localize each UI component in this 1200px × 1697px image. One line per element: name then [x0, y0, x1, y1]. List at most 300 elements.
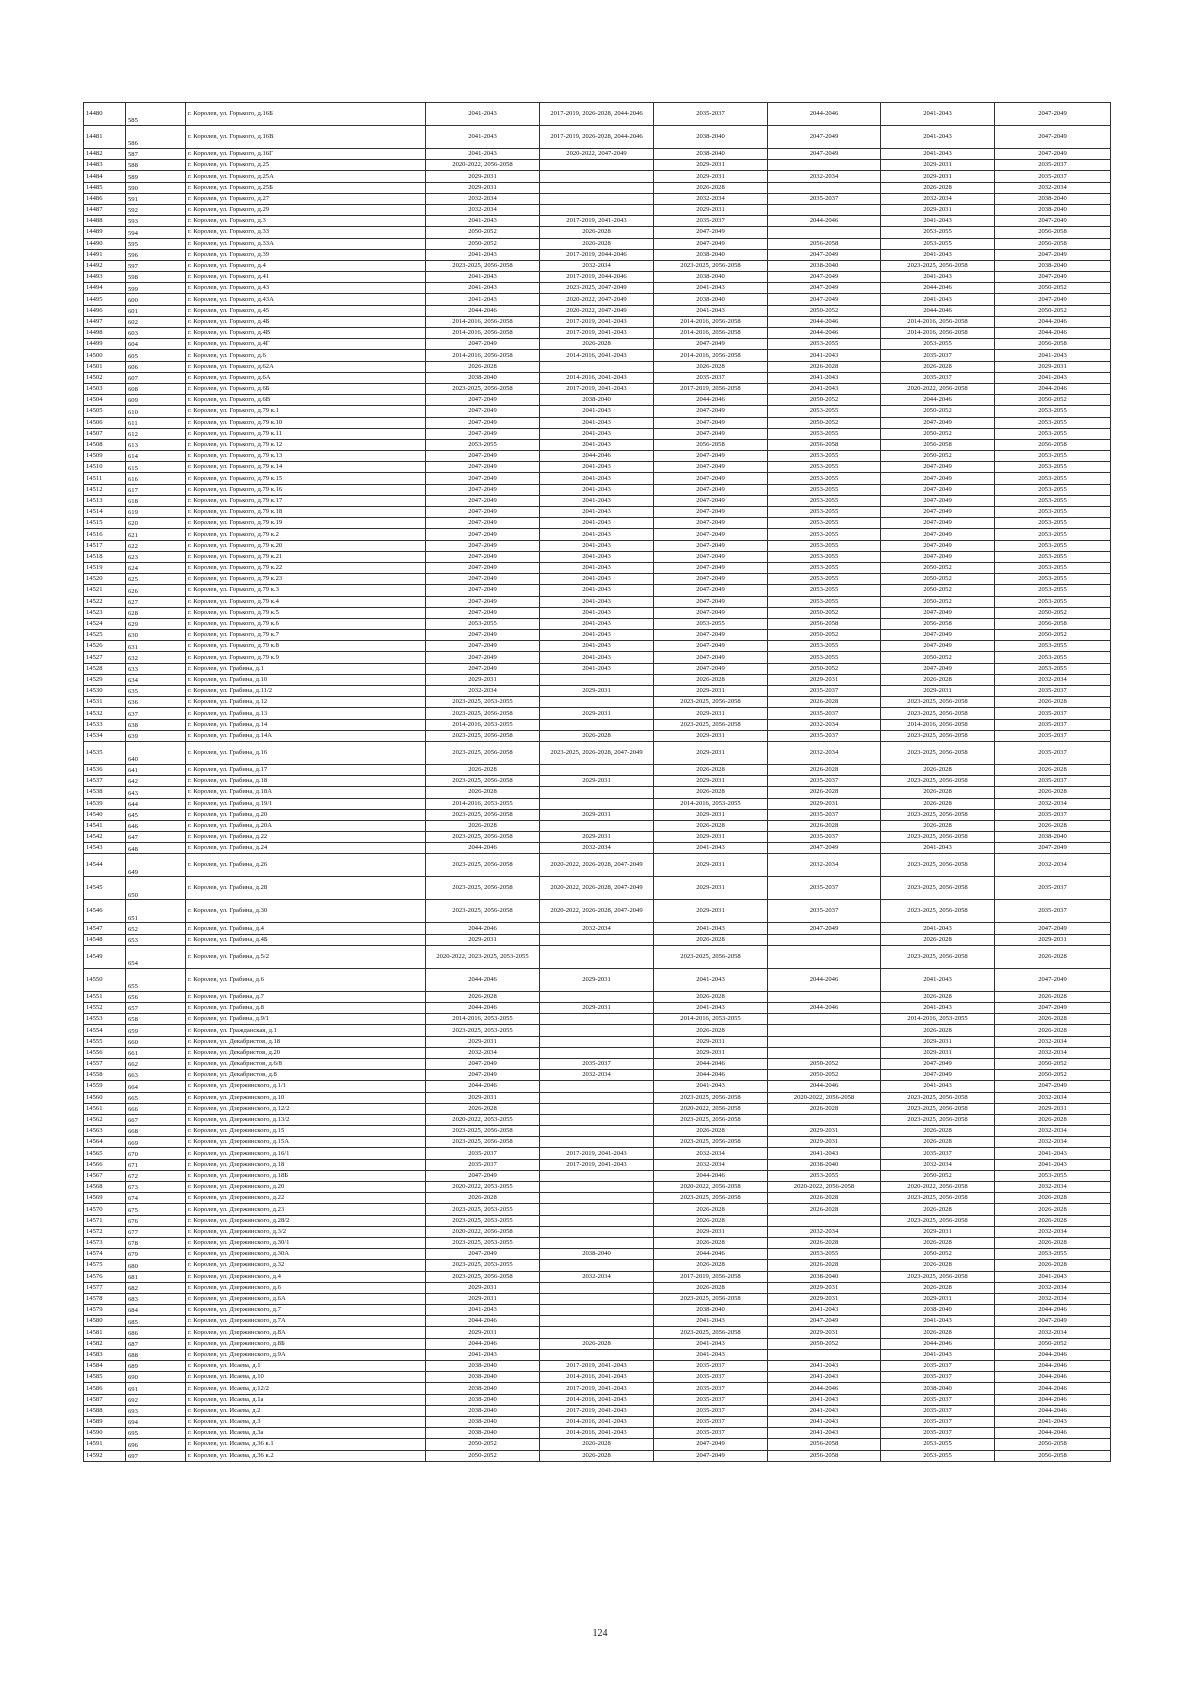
row-id-cell: 14483: [84, 160, 126, 171]
row-id-cell: 14583: [84, 1349, 126, 1360]
row-id-cell: 14545: [84, 877, 126, 900]
row-number-cell: 596: [126, 249, 186, 260]
row-id-cell: 14574: [84, 1249, 126, 1260]
row-id-cell: 14588: [84, 1405, 126, 1416]
address-cell: г. Королев, ул. Грабина, д.30: [186, 900, 426, 923]
period-5-cell: 2023-2025, 2056-2058: [881, 877, 995, 900]
address-cell: г. Королев, ул. Горького, д.62А: [186, 361, 426, 372]
row-number-cell: 604: [126, 339, 186, 350]
period-2-cell: 2041-2043: [540, 562, 654, 573]
period-1-cell: 2053-2055: [426, 439, 540, 450]
period-6-cell: 2032-2034: [995, 1036, 1111, 1047]
period-5-cell: 2047-2049: [881, 495, 995, 506]
period-4-cell: [768, 1014, 881, 1025]
address-cell: г. Королев, ул. Дзержинского, д.6: [186, 1282, 426, 1293]
period-4-cell: 2035-2037: [768, 809, 881, 820]
period-6-cell: 2044-2046: [995, 316, 1111, 327]
row-id-cell: 14517: [84, 540, 126, 551]
period-2-cell: 2041-2043: [540, 428, 654, 439]
period-4-cell: 2053-2055: [768, 596, 881, 607]
row-id-cell: 14485: [84, 182, 126, 193]
period-4-cell: 2047-2049: [768, 149, 881, 160]
period-1-cell: 2038-2040: [426, 372, 540, 383]
table-row: [84, 1025, 1111, 1036]
period-2-cell: 2017-2019, 2044-2046: [540, 272, 654, 283]
period-3-cell: 2044-2046: [654, 1058, 768, 1069]
period-6-cell: 2047-2049: [995, 843, 1111, 854]
period-4-cell: 2032-2034: [768, 1226, 881, 1237]
period-1-cell: 2041-2043: [426, 1305, 540, 1316]
period-1-cell: 2047-2049: [426, 540, 540, 551]
period-2-cell: 2029-2031: [540, 809, 654, 820]
row-id-cell: 14540: [84, 809, 126, 820]
table-row: [84, 641, 1111, 652]
period-3-cell: 2026-2028: [654, 182, 768, 193]
row-number-cell: 620: [126, 518, 186, 529]
period-5-cell: 2044-2046: [881, 395, 995, 406]
period-2-cell: 2029-2031: [540, 832, 654, 843]
period-4-cell: 2044-2046: [768, 1383, 881, 1394]
period-4-cell: 2029-2031: [768, 798, 881, 809]
period-5-cell: 2026-2028: [881, 934, 995, 945]
row-number-cell: 686: [126, 1327, 186, 1338]
period-1-cell: 2041-2043: [426, 216, 540, 227]
row-number-cell: 621: [126, 529, 186, 540]
period-2-cell: [540, 1193, 654, 1204]
table-row: [84, 764, 1111, 775]
period-4-cell: 2050-2052: [768, 395, 881, 406]
row-id-cell: 14502: [84, 372, 126, 383]
row-id-cell: 14534: [84, 730, 126, 741]
row-number-cell: 645: [126, 809, 186, 820]
table-row: [84, 787, 1111, 798]
row-id-cell: 14561: [84, 1103, 126, 1114]
row-number-cell: 649: [126, 854, 186, 877]
period-3-cell: 2041-2043: [654, 968, 768, 991]
period-1-cell: 2047-2049: [426, 451, 540, 462]
period-1-cell: 2023-2025, 2056-2058: [426, 708, 540, 719]
period-2-cell: 2017-2019, 2026-2028, 2044-2046: [540, 126, 654, 149]
period-2-cell: 2020-2022, 2047-2049: [540, 294, 654, 305]
table-row: [84, 451, 1111, 462]
period-6-cell: 2044-2046: [995, 1372, 1111, 1383]
row-id-cell: 14525: [84, 630, 126, 641]
row-number-cell: 606: [126, 361, 186, 372]
period-6-cell: 2050-2052: [995, 283, 1111, 294]
period-6-cell: 2032-2034: [995, 1327, 1111, 1338]
period-6-cell: 2047-2049: [995, 216, 1111, 227]
period-5-cell: 2014-2016, 2056-2058: [881, 328, 995, 339]
period-5-cell: 2041-2043: [881, 103, 995, 126]
row-number-cell: 684: [126, 1305, 186, 1316]
row-number-cell: 670: [126, 1148, 186, 1159]
period-5-cell: 2026-2028: [881, 1237, 995, 1248]
period-3-cell: 2029-2031: [654, 776, 768, 787]
period-3-cell: 2023-2025, 2056-2058: [654, 1293, 768, 1304]
period-3-cell: 2014-2016, 2056-2058: [654, 316, 768, 327]
period-5-cell: 2053-2055: [881, 1439, 995, 1450]
period-2-cell: 2014-2016, 2041-2043: [540, 350, 654, 361]
period-1-cell: 2020-2022, 2053-2055: [426, 1182, 540, 1193]
period-1-cell: 2026-2028: [426, 991, 540, 1002]
table-row: [84, 820, 1111, 831]
period-6-cell: 2026-2028: [995, 764, 1111, 775]
row-number-cell: 642: [126, 776, 186, 787]
period-5-cell: 2056-2058: [881, 618, 995, 629]
period-4-cell: 2035-2037: [768, 708, 881, 719]
period-3-cell: 2047-2049: [654, 495, 768, 506]
period-5-cell: 2020-2022, 2056-2058: [881, 1182, 995, 1193]
period-4-cell: 2032-2034: [768, 171, 881, 182]
table-row: [84, 934, 1111, 945]
period-1-cell: 2047-2049: [426, 652, 540, 663]
period-6-cell: 2032-2034: [995, 1226, 1111, 1237]
table-row: [84, 182, 1111, 193]
period-4-cell: 2050-2052: [768, 663, 881, 674]
period-5-cell: 2026-2028: [881, 1260, 995, 1271]
table-row: [84, 361, 1111, 372]
period-6-cell: 2053-2055: [995, 540, 1111, 551]
address-cell: г. Королев, ул. Грабина, д.9/1: [186, 1014, 426, 1025]
address-cell: г. Королев, ул. Горького, д.4Г: [186, 339, 426, 350]
table-row: [84, 585, 1111, 596]
period-6-cell: 2032-2034: [995, 674, 1111, 685]
period-3-cell: 2023-2025, 2056-2058: [654, 1092, 768, 1103]
period-2-cell: [540, 1036, 654, 1047]
address-cell: г. Королев, ул. Дзержинского, д.30А: [186, 1249, 426, 1260]
period-3-cell: 2038-2040: [654, 149, 768, 160]
address-cell: г. Королев, ул. Горького, д.79 к.19: [186, 518, 426, 529]
period-3-cell: 2029-2031: [654, 171, 768, 182]
period-6-cell: 2026-2028: [995, 991, 1111, 1002]
period-2-cell: 2026-2028: [540, 339, 654, 350]
address-cell: г. Королев, ул. Горького, д.79 к.17: [186, 495, 426, 506]
period-2-cell: 2023-2025, 2026-2028, 2047-2049: [540, 741, 654, 764]
table-row: [84, 1237, 1111, 1248]
period-3-cell: 2047-2049: [654, 596, 768, 607]
period-2-cell: [540, 204, 654, 215]
period-1-cell: 2050-2052: [426, 227, 540, 238]
table-row: [84, 900, 1111, 923]
period-3-cell: 2020-2022, 2056-2058: [654, 1182, 768, 1193]
period-5-cell: 2029-2031: [881, 204, 995, 215]
period-4-cell: 2026-2028: [768, 820, 881, 831]
row-number-cell: 644: [126, 798, 186, 809]
table-row: [84, 776, 1111, 787]
period-4-cell: 2047-2049: [768, 126, 881, 149]
table-row: [84, 1405, 1111, 1416]
address-cell: г. Королев, ул. Грабина, д.18А: [186, 787, 426, 798]
period-5-cell: 2023-2025, 2056-2058: [881, 1103, 995, 1114]
period-3-cell: 2035-2037: [654, 1428, 768, 1439]
address-cell: г. Королев, ул. Горького, д.41: [186, 272, 426, 283]
period-5-cell: 2041-2043: [881, 1003, 995, 1014]
period-4-cell: 2041-2043: [768, 1372, 881, 1383]
row-number-cell: 673: [126, 1182, 186, 1193]
period-6-cell: 2032-2034: [995, 1126, 1111, 1137]
period-1-cell: 2041-2043: [426, 272, 540, 283]
period-1-cell: 2023-2025, 2056-2058: [426, 809, 540, 820]
period-4-cell: 2041-2043: [768, 372, 881, 383]
period-6-cell: 2047-2049: [995, 272, 1111, 283]
row-id-cell: 14494: [84, 283, 126, 294]
period-2-cell: 2041-2043: [540, 641, 654, 652]
period-1-cell: 2041-2043: [426, 149, 540, 160]
period-1-cell: 2023-2025, 2053-2055: [426, 1025, 540, 1036]
row-id-cell: 14504: [84, 395, 126, 406]
period-2-cell: 2026-2028: [540, 1338, 654, 1349]
period-3-cell: 2029-2031: [654, 686, 768, 697]
row-id-cell: 14564: [84, 1137, 126, 1148]
period-5-cell: 2023-2025, 2056-2058: [881, 260, 995, 271]
row-id-cell: 14580: [84, 1316, 126, 1327]
address-cell: г. Королев, ул. Горького, д.79 к.7: [186, 630, 426, 641]
row-number-cell: 623: [126, 551, 186, 562]
row-id-cell: 14521: [84, 585, 126, 596]
period-1-cell: 2044-2046: [426, 305, 540, 316]
period-4-cell: 2044-2046: [768, 216, 881, 227]
period-1-cell: 2041-2043: [426, 103, 540, 126]
row-id-cell: 14569: [84, 1193, 126, 1204]
period-4-cell: 2053-2055: [768, 562, 881, 573]
period-1-cell: 2041-2043: [426, 294, 540, 305]
table-row: [84, 160, 1111, 171]
period-1-cell: 2047-2049: [426, 596, 540, 607]
address-cell: г. Королев, ул. Исаева, д.1: [186, 1361, 426, 1372]
table-row: [84, 1204, 1111, 1215]
period-6-cell: 2041-2043: [995, 372, 1111, 383]
period-5-cell: 2026-2028: [881, 798, 995, 809]
row-number-cell: 601: [126, 305, 186, 316]
period-2-cell: [540, 1226, 654, 1237]
period-6-cell: 2041-2043: [995, 1416, 1111, 1427]
row-number-cell: 682: [126, 1282, 186, 1293]
period-2-cell: 2041-2043: [540, 585, 654, 596]
period-5-cell: 2026-2028: [881, 674, 995, 685]
period-1-cell: 2041-2043: [426, 283, 540, 294]
row-number-cell: 626: [126, 585, 186, 596]
period-5-cell: 2047-2049: [881, 663, 995, 674]
period-5-cell: 2014-2016, 2053-2055: [881, 1014, 995, 1025]
period-3-cell: 2023-2025, 2056-2058: [654, 260, 768, 271]
period-5-cell: 2035-2037: [881, 1372, 995, 1383]
period-3-cell: 2035-2037: [654, 1405, 768, 1416]
row-id-cell: 14579: [84, 1305, 126, 1316]
period-3-cell: 2038-2040: [654, 1305, 768, 1316]
period-5-cell: 2041-2043: [881, 923, 995, 934]
row-number-cell: 669: [126, 1137, 186, 1148]
period-6-cell: 2032-2034: [995, 798, 1111, 809]
address-cell: г. Королев, ул. Дзержинского, д.10: [186, 1092, 426, 1103]
table-row: [84, 103, 1111, 126]
address-cell: г. Королев, ул. Горького, д.79 к.22: [186, 562, 426, 573]
row-id-cell: 14553: [84, 1014, 126, 1025]
period-1-cell: 2026-2028: [426, 820, 540, 831]
period-3-cell: 2035-2037: [654, 1361, 768, 1372]
period-2-cell: 2041-2043: [540, 663, 654, 674]
table-row: [84, 798, 1111, 809]
period-4-cell: 2032-2034: [768, 719, 881, 730]
period-3-cell: 2026-2028: [654, 820, 768, 831]
row-number-cell: 610: [126, 406, 186, 417]
period-5-cell: 2014-2016, 2056-2058: [881, 719, 995, 730]
period-6-cell: 2050-2052: [995, 305, 1111, 316]
address-cell: г. Королев, ул. Горького, д.29: [186, 204, 426, 215]
row-id-cell: 14526: [84, 641, 126, 652]
period-3-cell: 2023-2025, 2056-2058: [654, 945, 768, 968]
period-6-cell: 2035-2037: [995, 877, 1111, 900]
period-1-cell: 2026-2028: [426, 787, 540, 798]
period-3-cell: 2044-2046: [654, 395, 768, 406]
row-number-cell: 603: [126, 328, 186, 339]
address-cell: г. Королев, ул. Дзержинского, д.18Б: [186, 1170, 426, 1181]
period-5-cell: 2026-2028: [881, 1126, 995, 1137]
address-cell: г. Королев, ул. Горького, д.79 к.8: [186, 641, 426, 652]
row-number-cell: 622: [126, 540, 186, 551]
table-row: [84, 968, 1111, 991]
address-cell: г. Королев, ул. Грабина, д.10: [186, 674, 426, 685]
period-2-cell: [540, 1025, 654, 1036]
period-1-cell: 2023-2025, 2056-2058: [426, 1126, 540, 1137]
period-2-cell: [540, 1092, 654, 1103]
row-id-cell: 14503: [84, 383, 126, 394]
period-6-cell: 2050-2052: [995, 607, 1111, 618]
period-4-cell: 2026-2028: [768, 361, 881, 372]
address-cell: г. Королев, ул. Грабина, д.8: [186, 1003, 426, 1014]
period-5-cell: 2047-2049: [881, 462, 995, 473]
period-3-cell: 2035-2037: [654, 372, 768, 383]
period-5-cell: 2035-2037: [881, 1416, 995, 1427]
period-3-cell: 2047-2049: [654, 451, 768, 462]
period-3-cell: 2023-2025, 2056-2058: [654, 1193, 768, 1204]
period-3-cell: 2047-2049: [654, 428, 768, 439]
row-number-cell: 586: [126, 126, 186, 149]
period-2-cell: [540, 991, 654, 1002]
address-cell: г. Королев, ул. Горького, д.79 к.2: [186, 529, 426, 540]
period-6-cell: 2041-2043: [995, 1271, 1111, 1282]
period-3-cell: 2029-2031: [654, 900, 768, 923]
period-4-cell: 2047-2049: [768, 294, 881, 305]
table-row: [84, 1394, 1111, 1405]
address-cell: г. Королев, ул. Грабина, д.13: [186, 708, 426, 719]
period-1-cell: 2026-2028: [426, 1103, 540, 1114]
period-1-cell: 2029-2031: [426, 1036, 540, 1047]
row-number-cell: 639: [126, 730, 186, 741]
period-5-cell: 2032-2034: [881, 1159, 995, 1170]
period-5-cell: 2023-2025, 2056-2058: [881, 832, 995, 843]
address-cell: г. Королев, ул. Декабристов, д.8: [186, 1070, 426, 1081]
period-5-cell: 2026-2028: [881, 1137, 995, 1148]
period-1-cell: 2023-2025, 2053-2055: [426, 1237, 540, 1248]
address-cell: г. Королев, ул. Горького, д.79 к.11: [186, 428, 426, 439]
period-2-cell: 2032-2034: [540, 1271, 654, 1282]
period-2-cell: [540, 361, 654, 372]
period-2-cell: 2017-2019, 2026-2028, 2044-2046: [540, 103, 654, 126]
address-cell: г. Королев, ул. Горького, д.79 к.6: [186, 618, 426, 629]
period-4-cell: 2053-2055: [768, 652, 881, 663]
period-4-cell: 2041-2043: [768, 1394, 881, 1405]
row-id-cell: 14563: [84, 1126, 126, 1137]
period-2-cell: 2026-2028: [540, 730, 654, 741]
period-1-cell: 2032-2034: [426, 193, 540, 204]
period-2-cell: 2017-2019, 2041-2043: [540, 316, 654, 327]
row-id-cell: 14533: [84, 719, 126, 730]
table-row: [84, 1428, 1111, 1439]
page-number: 124: [592, 1628, 608, 1639]
period-4-cell: 2044-2046: [768, 1003, 881, 1014]
period-2-cell: [540, 1260, 654, 1271]
period-1-cell: 2047-2049: [426, 406, 540, 417]
period-1-cell: 2038-2040: [426, 1428, 540, 1439]
period-4-cell: 2056-2058: [768, 1439, 881, 1450]
period-6-cell: 2029-2031: [995, 1103, 1111, 1114]
period-1-cell: 2053-2055: [426, 618, 540, 629]
row-number-cell: 655: [126, 968, 186, 991]
period-2-cell: 2038-2040: [540, 1249, 654, 1260]
period-3-cell: 2029-2031: [654, 730, 768, 741]
period-6-cell: 2044-2046: [995, 1428, 1111, 1439]
period-6-cell: 2038-2040: [995, 832, 1111, 843]
period-2-cell: 2020-2022, 2047-2049: [540, 305, 654, 316]
period-6-cell: 2044-2046: [995, 1405, 1111, 1416]
row-id-cell: 14499: [84, 339, 126, 350]
period-1-cell: 2026-2028: [426, 361, 540, 372]
row-number-cell: 616: [126, 473, 186, 484]
period-2-cell: [540, 1305, 654, 1316]
row-number-cell: 680: [126, 1260, 186, 1271]
address-cell: г. Королев, ул. Горького, д.16В: [186, 126, 426, 149]
row-id-cell: 14481: [84, 126, 126, 149]
table-row: [84, 529, 1111, 540]
period-5-cell: 2026-2028: [881, 1327, 995, 1338]
period-2-cell: 2041-2043: [540, 518, 654, 529]
period-3-cell: 2029-2031: [654, 877, 768, 900]
period-1-cell: 2044-2046: [426, 843, 540, 854]
period-1-cell: 2029-2031: [426, 1293, 540, 1304]
period-4-cell: 2050-2052: [768, 1070, 881, 1081]
period-2-cell: 2017-2019, 2041-2043: [540, 1383, 654, 1394]
period-4-cell: 2035-2037: [768, 776, 881, 787]
period-4-cell: 2053-2055: [768, 484, 881, 495]
period-1-cell: 2023-2025, 2053-2055: [426, 1215, 540, 1226]
period-6-cell: 2026-2028: [995, 820, 1111, 831]
period-5-cell: 2047-2049: [881, 507, 995, 518]
period-6-cell: 2041-2043: [995, 350, 1111, 361]
period-3-cell: 2047-2049: [654, 473, 768, 484]
row-number-cell: 628: [126, 607, 186, 618]
address-cell: г. Королев, ул. Дзержинского, д.3/2: [186, 1226, 426, 1237]
period-4-cell: 2032-2034: [768, 741, 881, 764]
period-4-cell: 2047-2049: [768, 1316, 881, 1327]
period-1-cell: 2041-2043: [426, 1349, 540, 1360]
row-id-cell: 14537: [84, 776, 126, 787]
row-number-cell: 653: [126, 934, 186, 945]
period-2-cell: 2041-2043: [540, 529, 654, 540]
period-3-cell: 2041-2043: [654, 1349, 768, 1360]
period-3-cell: 2044-2046: [654, 1170, 768, 1181]
period-2-cell: 2041-2043: [540, 540, 654, 551]
period-5-cell: 2053-2055: [881, 227, 995, 238]
period-3-cell: 2023-2025, 2056-2058: [654, 1114, 768, 1125]
table-row: [84, 1316, 1111, 1327]
period-6-cell: 2053-2055: [995, 406, 1111, 417]
period-6-cell: 2056-2058: [995, 618, 1111, 629]
period-6-cell: 2053-2055: [995, 417, 1111, 428]
table-row: [84, 596, 1111, 607]
period-2-cell: 2041-2043: [540, 607, 654, 618]
period-5-cell: 2047-2049: [881, 607, 995, 618]
period-6-cell: 2035-2037: [995, 809, 1111, 820]
